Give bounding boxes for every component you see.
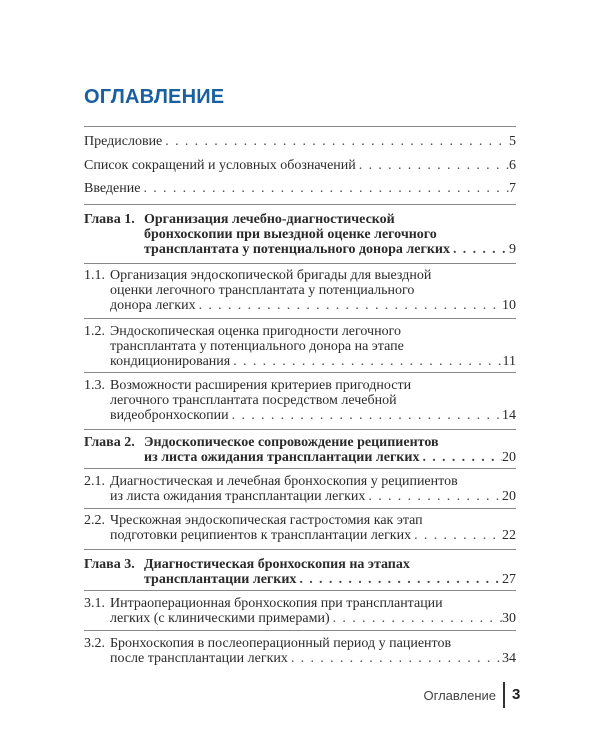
chapter-title-line: Эндоскопическое сопровождение реципиентов xyxy=(144,435,439,450)
toc-entry-page: 7 xyxy=(509,181,516,196)
section-title-line: легких (с клиническими примерами) xyxy=(110,611,330,626)
page-number: 3 xyxy=(512,686,521,703)
divider xyxy=(84,318,516,319)
section-title-line: донора легких xyxy=(110,298,196,313)
chapter-number: Глава 3. xyxy=(84,557,135,572)
section-number: 1.3. xyxy=(84,378,105,393)
chapter-heading[interactable] xyxy=(84,557,516,573)
chapter-page: 27 xyxy=(502,572,516,587)
section-title-last xyxy=(84,651,516,667)
toc-entry-page: 5 xyxy=(509,134,516,149)
section-title-last xyxy=(84,298,516,314)
chapter-title-last xyxy=(84,242,516,258)
section-title-last xyxy=(84,408,516,424)
section-entry[interactable] xyxy=(84,596,516,612)
leader-dots xyxy=(419,450,502,466)
toc-entry[interactable] xyxy=(84,134,516,150)
section-entry[interactable] xyxy=(84,513,516,529)
section-entry[interactable] xyxy=(84,474,516,490)
leader-dots xyxy=(296,572,502,588)
section-number: 2.2. xyxy=(84,513,105,528)
divider xyxy=(84,263,516,264)
section-entry[interactable] xyxy=(84,636,516,652)
section-title-line: Диагностическая и лечебная бронхоскопия у реципиентов xyxy=(110,474,458,489)
page-title: ОГЛАВЛЕНИЕ xyxy=(84,86,225,108)
section-page: 10 xyxy=(502,298,516,313)
divider xyxy=(84,372,516,373)
toc-entry-title: Список сокращений и условных обозначений xyxy=(84,158,356,173)
leader-dots xyxy=(330,611,502,627)
chapter-title-line: трансплантата у потенциального донора легких xyxy=(144,242,450,257)
leader-dots xyxy=(411,528,502,544)
section-entry[interactable] xyxy=(84,378,516,394)
chapter-title-last xyxy=(84,572,516,588)
toc-entry-title: Предисловие xyxy=(84,134,163,149)
section-page: 11 xyxy=(502,354,516,369)
section-title-line: из листа ожидания трансплантации легких xyxy=(110,489,366,504)
chapter-page: 9 xyxy=(509,242,516,257)
divider xyxy=(84,126,516,127)
divider xyxy=(84,429,516,430)
section-number: 3.2. xyxy=(84,636,105,651)
chapter-number: Глава 1. xyxy=(84,212,135,227)
leader-dots xyxy=(450,242,509,258)
toc-entry-page: 6 xyxy=(509,158,516,173)
divider xyxy=(84,508,516,509)
chapter-title-line: трансплантации легких xyxy=(144,572,297,587)
toc-entry-title: Введение xyxy=(84,181,141,196)
chapter-number: Глава 2. xyxy=(84,435,135,450)
chapter-title-line: Диагностическая бронхоскопия на этапах xyxy=(144,557,410,572)
divider xyxy=(84,549,516,550)
running-footer-label: Оглавление xyxy=(423,688,496,703)
section-number: 3.1. xyxy=(84,596,105,611)
section-title-line: легочного трансплантата посредством лечебной xyxy=(110,393,397,408)
page-footer xyxy=(0,682,600,712)
chapter-page: 20 xyxy=(502,450,516,465)
section-page: 14 xyxy=(502,408,516,423)
section-entry[interactable] xyxy=(84,324,516,340)
toc-entry[interactable] xyxy=(84,181,516,197)
divider xyxy=(84,204,516,205)
section-number: 1.2. xyxy=(84,324,105,339)
divider xyxy=(84,630,516,631)
chapter-title-line: бронхоскопии при выездной оценке легочного xyxy=(144,227,437,242)
section-title-line: после трансплантации легких xyxy=(110,651,288,666)
section-title-last xyxy=(84,489,516,505)
section-title-line: Эндоскопическая оценка пригодности легочного xyxy=(110,324,401,339)
chapter-heading[interactable] xyxy=(84,212,516,228)
section-number: 2.1. xyxy=(84,474,105,489)
section-title-line: Интраоперационная бронхоскопия при трансплантации xyxy=(110,596,443,611)
leader-dots xyxy=(140,181,509,197)
footer-divider xyxy=(503,682,505,708)
leader-dots xyxy=(230,354,502,370)
section-title-last xyxy=(84,354,516,370)
leader-dots xyxy=(356,158,509,174)
section-title-line: кондиционирования xyxy=(110,354,231,369)
section-title-line: трансплантата у потенциального донора на этапе xyxy=(110,339,404,354)
toc-entry[interactable] xyxy=(84,158,516,174)
section-number: 1.1. xyxy=(84,268,105,283)
section-page: 34 xyxy=(502,651,516,666)
section-page: 20 xyxy=(502,489,516,504)
section-title-line: оценки легочного трансплантата у потенциального xyxy=(110,283,415,298)
divider xyxy=(84,590,516,591)
divider xyxy=(84,468,516,469)
section-title-last xyxy=(84,528,516,544)
section-title-line: Чрескожная эндоскопическая гастростомия как этап xyxy=(110,513,423,528)
leader-dots xyxy=(162,134,509,150)
section-page: 30 xyxy=(502,611,516,626)
chapter-heading[interactable] xyxy=(84,435,516,451)
section-page: 22 xyxy=(502,528,516,543)
chapter-title-last xyxy=(84,450,516,466)
chapter-title-line: из листа ожидания трансплантации легких xyxy=(144,450,420,465)
leader-dots xyxy=(288,651,502,667)
section-title-last xyxy=(84,611,516,627)
section-entry[interactable] xyxy=(84,268,516,284)
leader-dots xyxy=(196,298,502,314)
chapter-title-line: Организация лечебно-диагностической xyxy=(144,212,395,227)
section-title-line: Организация эндоскопической бригады для выездной xyxy=(110,268,432,283)
section-title-line: видеобронхоскопии xyxy=(110,408,229,423)
leader-dots xyxy=(365,489,502,505)
section-title-line: Возможности расширения критериев пригодности xyxy=(110,378,412,393)
leader-dots xyxy=(229,408,502,424)
section-title-line: подготовки реципиентов к трансплантации легких xyxy=(110,528,412,543)
section-title-line: Бронхоскопия в послеоперационный период у пациентов xyxy=(110,636,452,651)
